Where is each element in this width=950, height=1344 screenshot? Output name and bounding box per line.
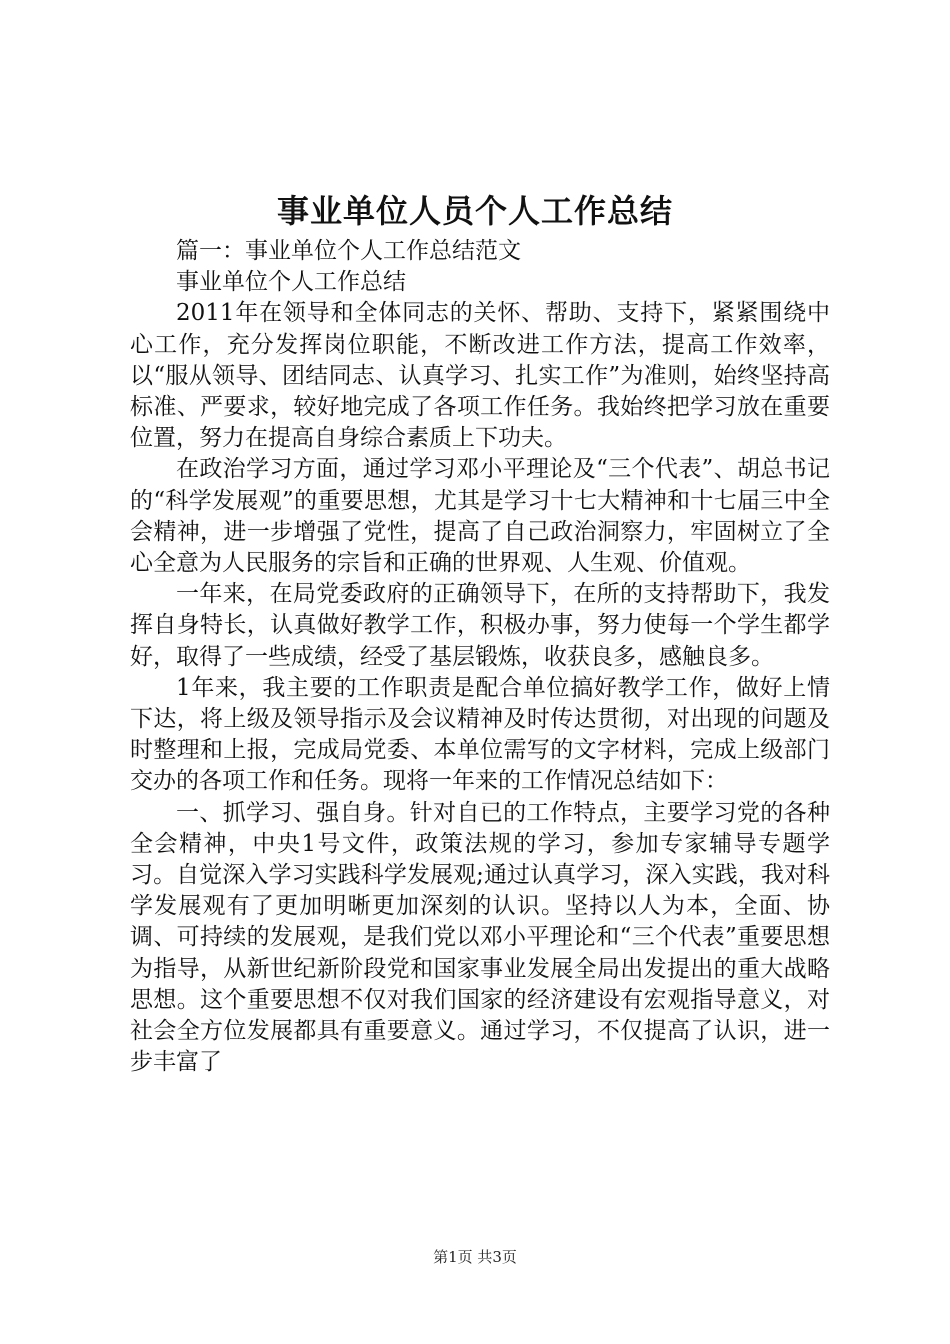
paragraph: 一年来，在局党委政府的正确领导下，在所的支持帮助下，我发挥自身特长，认真做好教学工作，积极办事，努力使每一个学生都学好，取得了一些成绩，经受了基层锻炼，收获良多，感触良多。 <box>130 581 830 670</box>
subheading: 事业单位个人工作总结 <box>176 269 406 296</box>
paragraph: 2011年在领导和全体同志的关怀、帮助、支持下，紧紧围绕中心工作，充分发挥岗位职能，不断改进工作方法，提高工作效率，以“服从领导、团结同志、认真学习、扎实工作”为准则，始终坚持高标准、严要求，较好地完成了各项工作任务。我始终把学习放在重要位置，努力在提高自身综合素质上下功夫。 <box>130 300 830 452</box>
paragraph: 在政治学习方面，通过学习邓小平理论及“三个代表”、胡总书记的“科学发展观”的重要思想，尤其是学习十七大精神和十七届三中全会精神，进一步增强了党性，提高了自己政治洞察力，牢固树立了全心全意为人民服务的宗旨和正确的世界观、人生观、价值观。 <box>130 456 830 577</box>
document-title: 事业单位人员个人工作总结 <box>276 192 673 230</box>
document-body <box>130 236 830 1078</box>
paragraph: 1年来，我主要的工作职责是配合单位搞好教学工作，做好上情下达，将上级及领导指示及会议精神及时传达贯彻，对出现的问题及时整理和上报，完成局党委、本单位需写的文字材料，完成上级部门交办的各项工作和任务。现将一年来的工作情况总结如下： <box>130 674 830 795</box>
section-heading: 篇一：事业单位个人工作总结范文 <box>176 238 521 264</box>
page-number: 第1页 共3页 <box>433 1248 517 1266</box>
paragraph: 一、抓学习、强自身。针对自已的工作特点，主要学习党的各种全会精神，中央1号文件，政策法规的学习，参加专家辅导专题学习。自觉深入学习实践科学发展观;通过认真学习，深入实践，我对科学发展观有了更加明晰更加深刻的认识。坚持以人为本，全面、协调、可持续的发展观，是我们党以邓小平理论和“三个代表”重要思想为指导，从新世纪新阶段党和国家事业发展全局出发提出的重大战略思想。这个重要思想不仅对我们国家的经济建设有宏观指导意义，对社会全方位发展都具有重要意义。通过学习，不仅提高了认识，进一步丰富了 <box>130 799 830 1076</box>
